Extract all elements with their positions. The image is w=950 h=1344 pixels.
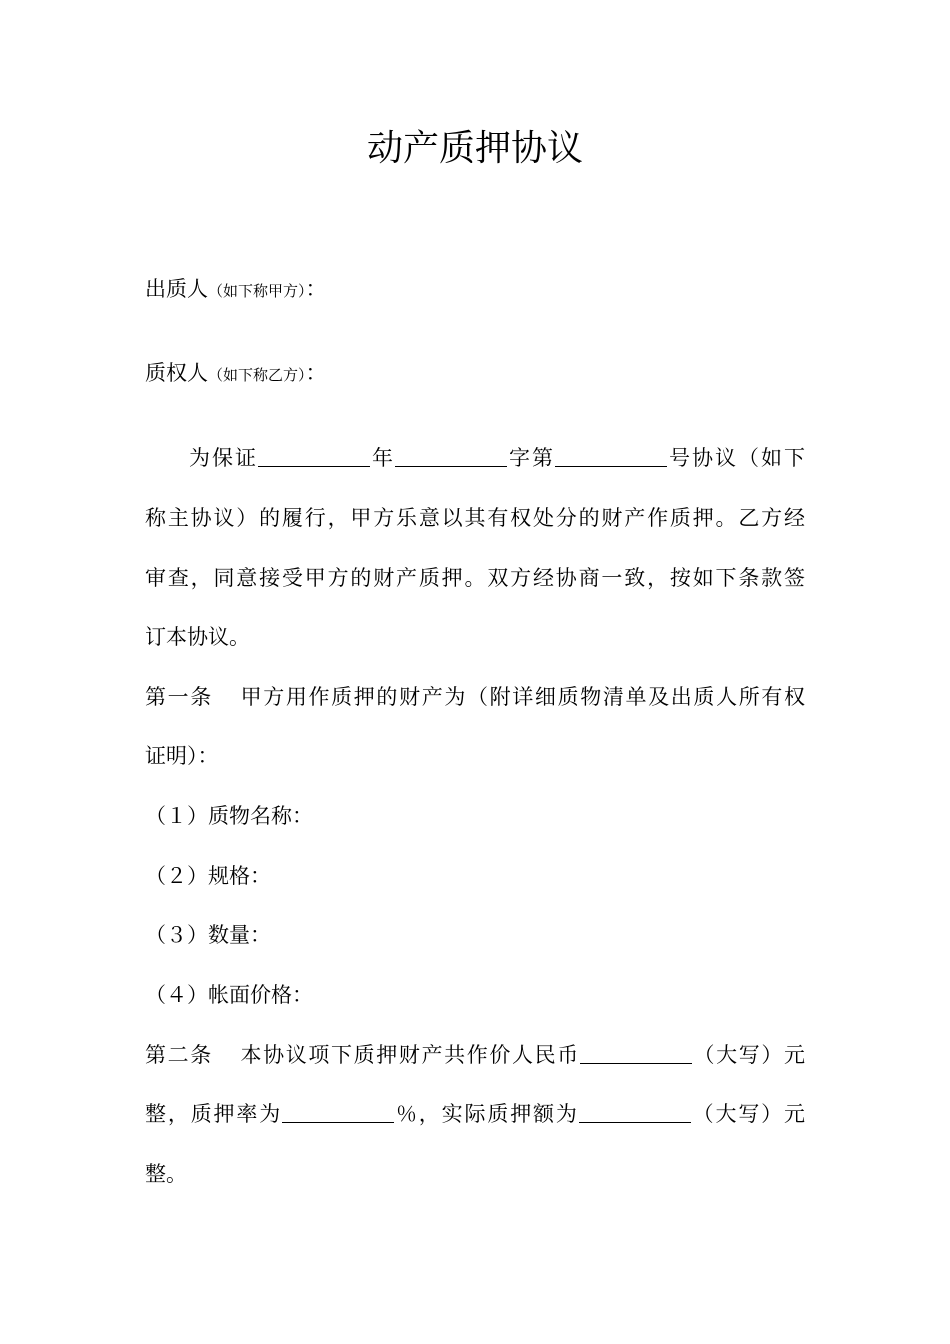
preamble-line-4: 订本协议。 — [145, 625, 250, 649]
list-item: （３）数量： — [145, 923, 271, 947]
pledgor-label: 出质人 — [145, 277, 208, 301]
amount-blank — [579, 1100, 691, 1123]
preamble-line-1 — [145, 443, 805, 473]
article2-text: （大写）元 — [690, 1102, 806, 1126]
article1-line-1 — [145, 682, 805, 712]
pledgor-note: （如下称甲方） — [208, 282, 306, 300]
article2-heading: 第二条 — [145, 1043, 213, 1067]
list-item: （１）质物名称： — [145, 804, 313, 828]
pledgee-label: 质权人 — [145, 361, 208, 385]
preamble-text: 年 — [370, 446, 395, 470]
document-title: 动产质押协议 — [366, 128, 583, 169]
article2-text: （大写）元 — [691, 1043, 805, 1067]
article1-heading: 第一条 — [145, 685, 213, 709]
number-blank — [555, 444, 667, 467]
valuation-blank — [580, 1041, 692, 1064]
preamble-line-3: 审查，同意接受甲方的财产质押。双方经协商一致，按如下条款签 — [145, 566, 805, 590]
preamble-text: 字第 — [507, 446, 555, 470]
article2-text: 整，质押率为 — [145, 1102, 283, 1126]
pledgee-line — [145, 358, 805, 390]
list-item: （２）规格： — [145, 864, 271, 888]
article2-line-3: 整。 — [145, 1162, 187, 1186]
preamble-text: 号协议（如下 — [667, 446, 805, 470]
pledgee-note: （如下称乙方） — [208, 366, 306, 384]
list-item: （４）帐面价格： — [145, 983, 313, 1007]
article1-text: 甲方用作质押的财产为（附详细质物清单及出质人所有权 — [238, 685, 806, 709]
article2-text: 本协议项下质押财产共作价人民币 — [238, 1043, 580, 1067]
pledgor-colon: ： — [305, 277, 327, 301]
pledgor-line — [145, 274, 805, 306]
word-blank — [395, 444, 507, 467]
article2-text: ％，实际质押额为 — [394, 1102, 579, 1126]
article2-line-1 — [145, 1040, 805, 1070]
year-blank — [258, 444, 370, 467]
preamble-text: 为保证 — [187, 446, 258, 470]
pledgee-colon: ： — [305, 361, 327, 385]
preamble-line-2: 称主协议）的履行，甲方乐意以其有权处分的财产作质押。乙方经 — [145, 506, 805, 530]
article2-line-2 — [145, 1099, 805, 1129]
rate-blank — [282, 1100, 394, 1123]
article1-line-2: 证明）： — [145, 744, 219, 768]
